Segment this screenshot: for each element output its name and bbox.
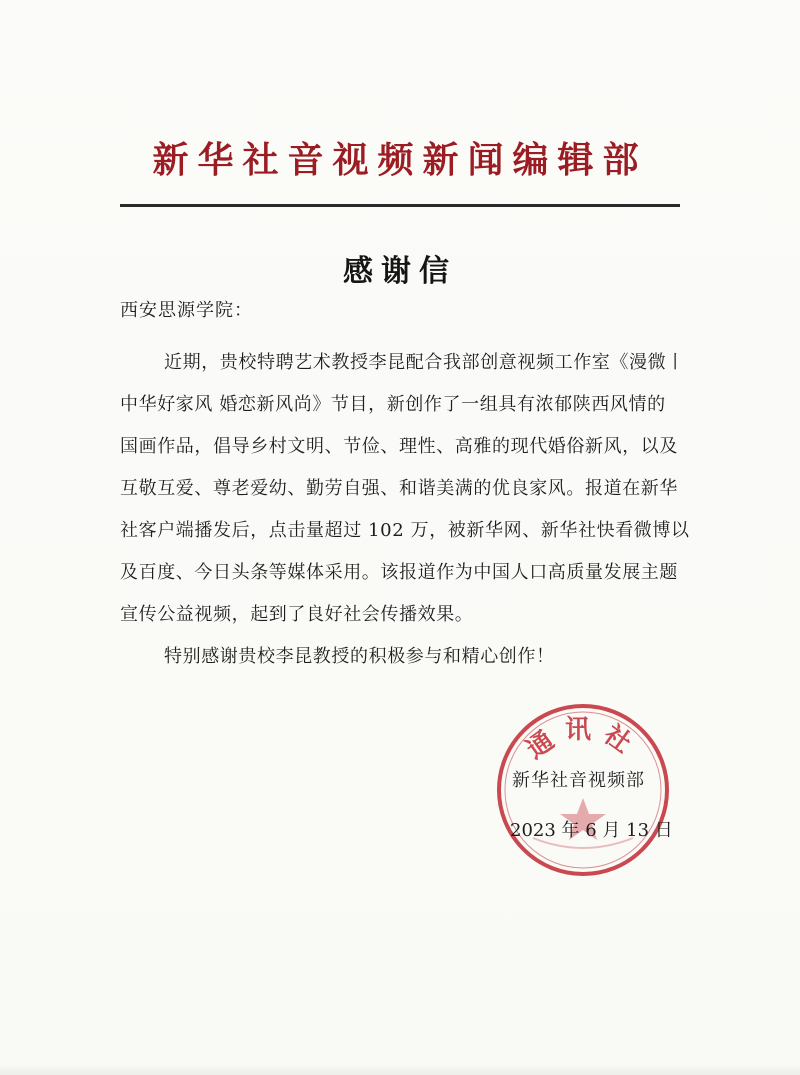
body-line: 及百度、今日头条等媒体采用。该报道作为中国人口高质量发展主题 [120,562,678,583]
document-title: 感谢信 [343,254,457,289]
letterhead-title: 新华社音视频新闻编辑部 [152,139,648,181]
body-line: 宣传公益视频，起到了良好社会传播效果。 [120,604,474,625]
letterhead-rule [120,204,680,207]
body-line: 社客户端播发后，点击量超过 102 万，被新华网、新华社快看微博以 [120,520,690,541]
body-line: 互敬互爱、尊老爱幼、勤劳自强、和谐美满的优良家风。报道在新华 [120,478,678,499]
page-bottom-shadow [0,1064,800,1075]
seal-text: 通讯社 [521,715,645,766]
signature-date: 2023 年 6 月 13 日 [510,820,673,841]
signature-organization: 新华社音视频部 [512,770,645,791]
salutation: 西安思源学院： [120,300,253,321]
letter-body [120,342,690,678]
body-line: 国画作品，倡导乡村文明、节俭、理性、高雅的现代婚俗新风，以及 [120,436,678,457]
body-line: 中华好家风 婚恋新风尚》节目，新创作了一组具有浓郁陕西风情的 [120,394,666,415]
body-line: 近期，贵校特聘艺术教授李昆配合我部创意视频工作室《漫微丨 [164,352,685,373]
body-line-thanks: 特别感谢贵校李昆教授的积极参与和精心创作！ [164,646,555,667]
